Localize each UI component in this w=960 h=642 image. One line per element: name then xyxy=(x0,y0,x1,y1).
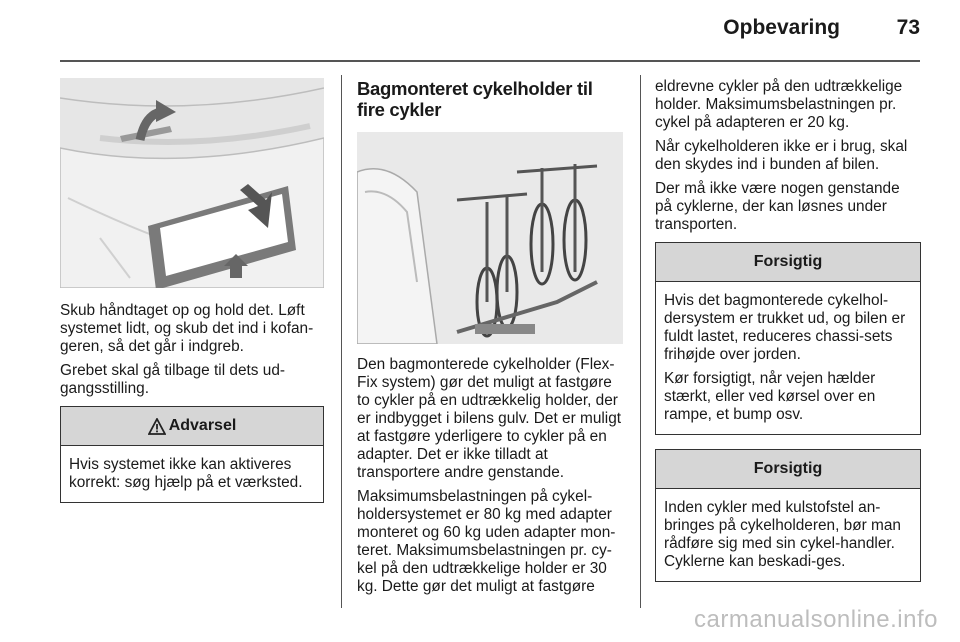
caution-body: Hvis det bagmonterede cykelhol-dersystem er trukket ud, og bilen er fuldt lastet, reduceres chassi-sets frihøjde over jorden. xyxy=(664,292,906,363)
caution-title: Forsigtig xyxy=(753,253,823,270)
paragraph: Den bagmonterede cykelholder (Flex-Fix system) gør det muligt at fastgøre to cykler på en udtrækkelig holder, der er indbygget i bilens gulv. Det er muligt at fastgøre yderligere to cykler på en adapter. Det er ikke tilladt at transportere andre genstande. xyxy=(357,356,622,481)
license-plate-illustration xyxy=(60,78,324,288)
warning-triangle-icon xyxy=(148,418,166,435)
caution-body: Kør forsigtigt, når vejen hælder stærkt, eller ved kørsel over en rampe, et bump osv. xyxy=(664,370,876,423)
column-separator-2 xyxy=(640,75,641,608)
caution-box-2 xyxy=(655,449,921,582)
warning-title: Advarsel xyxy=(168,417,237,434)
paragraph: Skub håndtaget op og hold det. Løft systemet lidt, og skub det ind i kofan-geren, så det går i indgreb. xyxy=(60,302,314,355)
paragraph: Der må ikke være nogen genstande på cyklerne, der kan løsnes under transporten. xyxy=(655,180,900,233)
header-rule xyxy=(60,60,920,62)
page-number: 73 xyxy=(896,16,920,39)
column-2 xyxy=(357,78,623,602)
paragraph: eldrevne cykler på den udtrækkelige holder. Maksimumsbelastningen pr. cykel på adapteren er 20 kg. xyxy=(655,78,903,131)
caution-title: Forsigtig xyxy=(753,460,823,477)
header-title: Opbevaring xyxy=(723,16,840,39)
caution-box-header xyxy=(656,243,920,282)
section-heading: Bagmonteret cykelholder til fire cykler xyxy=(357,78,593,120)
warning-box xyxy=(60,406,324,503)
caution-body: Inden cykler med kulstofstel an-bringes på cykelholderen, bør man rådføre sig med sin cykel-handler. Cyklerne kan beskadi-ges. xyxy=(664,499,901,570)
column-3 xyxy=(655,78,921,582)
watermark: carmanualsonline.info xyxy=(694,606,938,633)
paragraph: Grebet skal gå tilbage til dets ud-gangsstilling. xyxy=(60,362,285,397)
column-separator-1 xyxy=(341,75,342,608)
warning-box-header xyxy=(61,407,323,446)
warning-body: Hvis systemet ikke kan aktiveres korrekt: søg hjælp på et værksted. xyxy=(69,456,303,491)
paragraph: Når cykelholderen ikke er i brug, skal den skydes ind i bunden af bilen. xyxy=(655,138,908,173)
paragraph: Maksimumsbelastningen på cykel-holdersystemet er 80 kg med adapter monteret og 60 kg uden adapter mon-teret. Maksimumsbelastningen pr. cy-kel på den udtrækkelige holder er 30 kg. Dette gør det muligt at fastgøre xyxy=(357,488,616,595)
caution-box-header xyxy=(656,450,920,489)
caution-box-1 xyxy=(655,242,921,435)
bicycle-carrier-illustration xyxy=(357,132,623,344)
column-1 xyxy=(60,78,324,503)
